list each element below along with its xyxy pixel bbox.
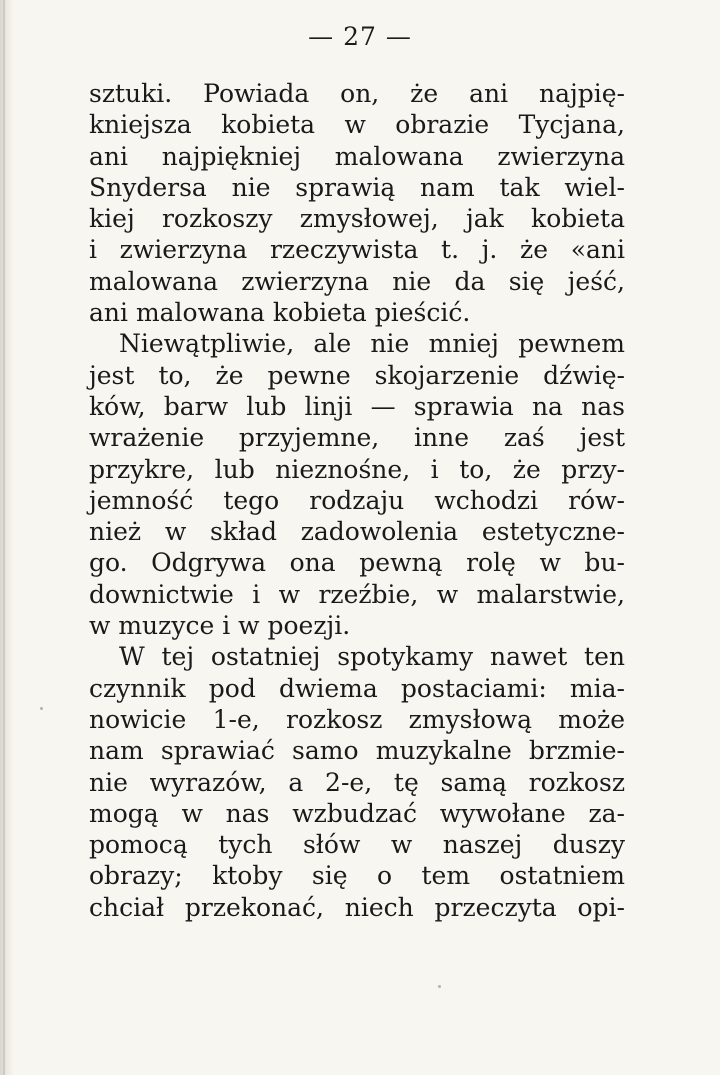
text-line: W tej ostatniej spotykamy nawet ten xyxy=(119,642,625,672)
paper-speck xyxy=(438,985,441,988)
text-line: Snydersa nie sprawią nam tak wiel- xyxy=(89,172,625,202)
paper-speck xyxy=(40,707,43,710)
text-line: ków, barw lub linji — sprawia na nas xyxy=(89,391,625,421)
text-line: Niewątpliwie, ale nie mniej pewnem xyxy=(119,329,625,359)
text-line: malowana zwierzyna nie da się jeść, xyxy=(89,266,625,296)
text-line: nowicie 1-e, rozkosz zmysłową może xyxy=(89,704,625,734)
text-line: downictwie i w rzeźbie, w malarstwie, xyxy=(89,579,625,609)
text-line: kniejsza kobieta w obrazie Tycjana, xyxy=(89,110,625,140)
text-line: sztuki. Powiada on, że ani najpię- xyxy=(89,79,625,108)
text-line: mogą w nas wzbudzać wywołane za- xyxy=(89,798,625,828)
text-line: jemność tego rodzaju wchodzi rów- xyxy=(89,485,625,515)
text-line: nam sprawiać samo muzykalne brzmie- xyxy=(89,736,625,766)
text-line: czynnik pod dwiema postaciami: mia- xyxy=(89,673,625,703)
page-number: — 27 — xyxy=(308,22,412,51)
body-text xyxy=(89,78,625,923)
text-line: w muzyce i w poezji. xyxy=(89,611,351,641)
text-line: ani najpiękniej malowana zwierzyna xyxy=(89,141,625,171)
text-line: pomocą tych słów w naszej duszy xyxy=(89,830,625,860)
text-line: kiej rozkoszy zmysłowej, jak kobieta xyxy=(89,204,625,234)
text-line: obrazy; ktoby się o tem ostatniem xyxy=(89,861,625,891)
text-line: nie wyrazów, a 2-e, tę samą rozkosz xyxy=(89,767,625,797)
text-line: przykre, lub nieznośne, i to, że przy- xyxy=(89,454,625,484)
text-line: wrażenie przyjemne, inne zaś jest xyxy=(89,423,625,453)
text-line: jest to, że pewne skojarzenie dźwię- xyxy=(89,360,625,390)
text-line: i zwierzyna rzeczywista t. j. że «ani xyxy=(89,235,625,265)
text-line: go. Odgrywa ona pewną rolę w bu- xyxy=(89,548,625,578)
text-line: chciał przekonać, niech przeczyta opi- xyxy=(89,892,625,922)
page-edge-line xyxy=(3,0,5,1075)
text-line: nież w skład zadowolenia estetyczne- xyxy=(89,517,625,547)
text-line: ani malowana kobieta pieścić. xyxy=(89,298,471,328)
